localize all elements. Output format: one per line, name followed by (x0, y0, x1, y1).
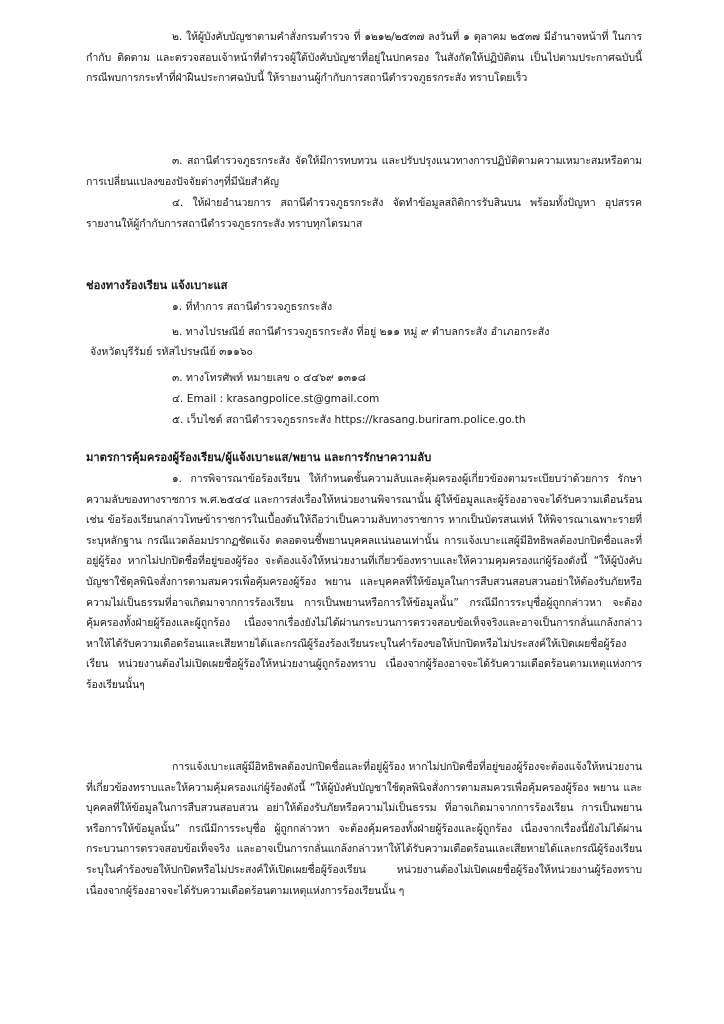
section-heading-protection-measures: มาตรการคุ้มครองผู้ร้องเรียน/ผู้แจ้งเบาะแส/พยาน และการรักษาความลับ (86, 451, 432, 464)
paragraph-text: ๓. สถานีตำรวจภูธรกระสัง จัดให้มีการทบทวน และปรับปรุงแนวทางการปฏิบัติตามความเหมาะสมหรือตามการเปลี่ยนแปลงของปัจจัยต่างๆที่มีนัยสำคัญ (86, 155, 642, 188)
paragraph-text: ๒. ให้ผู้บังคับบัญชาตามคำสั่งกรมตำรวจ ที่ ๑๒๑๒/๒๕๓๗ ลงวันที่ ๑ ตุลาคม ๒๕๓๗ มีอำนาจหน้าที่ ในการกำกับ ติดตาม และตรวจสอบเจ้าหน้าที่ตำรวจผู้ใต้บังคับบัญชาที่อยู่ในปกครอง ในสังกัดให้ปฏิบัติตน เป็นไปตามประกาศฉบับนี้ กรณีพบการกระทำที่ฝ่าฝืนประกาศฉบับนี้ ให้รายงานผู้กำกับการสถานีตำรวจภูธรกระสัง ทราบโดยเร็ว (86, 31, 642, 85)
paragraph-informant-protection (86, 757, 642, 901)
paragraph-text: ๑. การพิจารณาข้อร้องเรียน ให้กำหนดชั้นความลับและคุ้มครองผู้เกี่ยวข้องตามระเบียบว่าด้วยการ รักษาความลับของทางราชการ พ.ศ.๒๕๔๔ และการส่งเรื่องให้หน่วยงานพิจารณานั้น ผู้ให้ข้อมูลและผู้ร้องอาจจะได้รับความเดือนร้อน เช่น ข้อร้องเรียนกล่าวโทษข้าราชการในเบื้องต้นให้ถือว่าเป็นความลับทางราชการ หากเป็นบัตรสนเท่ห์ ให้พิจารณาเฉพาะรายที่ระบุหลักฐาน กรณีแวดล้อมปรากฏชัดแจ้ง ตลอดจนชี้พยานบุคคลแน่นอนเท่านั้น การแจ้งเบาะแสผู้มีอิทธิพลต้องปกปิดชื่อและที่อยู่ผู้ร้อง หากไม่ปกปิดชื่อที่อยู่ของผู้ร้อง จะต้องแจ้งให้หน่วยงานที่เกี่ยวข้องทราบและให้ความคุมครองแก่ผู้ร้องดังนี้ “ให้ผู้บังคับบัญชาใช้ดุลพินิจสั่งการตามสมควรเพื่อคุ้มครองผู้ร้อง พยาน และบุคคลที่ให้ข้อมูลในการสืบสวนสอบสวนอย่าให้ต้องรับภัยหรือความไม่เป็นธรรมที่อาจเกิดมาจากการร้องเรียน การเป็นพยานหรือการให้ข้อมูลนั้น” กรณีมีการระบุชื่อผู้ถูกกล่าวหา จะต้องคุ้มครองทั้งฝ่ายผู้ร้องและผู้ถูกร้อง เนื่องจากเรื่องยังไม่ได้ผ่านกระบวนการตรวจสอบข้อเท็จจริงและอาจเป็นการกลั่นแกล้งกล่าวหาให้ได้รับความเดือดร้อนและเสียหายได้และกรณีผู้ร้องร้องเรียนระบุในคำร้องขอให้ปกปิดหรือไม่ประสงค์ให้เปิดเผยชื่อผู้ร้องเรียน หน่วยงานต้องไม่เปิดเผยชื่อผู้ร้องให้หน่วยงานผู้ถูกร้องทราบ เนื่องจากผู้ร้องอาจจะได้รับความเดือดร้อนตามเหตุแห่งการร้องเรียนนั้นๆ (86, 473, 642, 691)
paragraph-complaint-confidentiality (86, 469, 642, 696)
paragraph-bribery-statistics (86, 193, 642, 234)
channel-email: ๔. Email : krasangpolice.st@gmail.com (172, 393, 380, 405)
paragraph-command-supervision (86, 27, 642, 89)
channel-office: ๑. ที่ทำการ สถานีตำรวจภูธรกระสัง (172, 301, 333, 313)
paragraph-text: ๔. ให้ฝ่ายอำนวยการ สถานีตำรวจภูธรกระสัง จัดทำข้อมูลสถิติการรับสินบน พร้อมทั้งปัญหา อุปสรรค รายงานให้ผู้กำกับการสถานีตำรวจภูธรกระสัง ทราบทุกไตรมาส (86, 197, 642, 230)
channel-post-continued: จังหวัดบุรีรัมย์ รหัสไปรษณีย์ ๓๑๑๖๐ (90, 346, 254, 358)
paragraph-review-guidelines (86, 151, 642, 192)
section-heading-complaint-channels: ช่องทางร้องเรียน แจ้งเบาะแส (86, 279, 228, 292)
channel-post: ๒. ทางไปรษณีย์ สถานีตำรวจภูธรกระสัง ที่อยู่ ๒๑๑ หมู่ ๙ ตำบลกระสัง อำเภอกระสัง (172, 326, 550, 338)
channel-website: ๕. เว็บไซต์ สถานีตำรวจภูธรกระสัง https://krasang.buriram.police.go.th (172, 414, 526, 426)
channel-phone: ๓. ทางโทรศัพท์ หมายเลข ๐ ๔๔๖๙ ๑๓๑๘ (172, 372, 366, 384)
paragraph-text: การแจ้งเบาะแสผู้มีอิทธิพลต้องปกปิดชื่อและที่อยู่ผู้ร้อง หากไม่ปกปิดชื่อที่อยู่ของผู้ร้องจะต้องแจ้งให้หน่วยงานที่เกี่ยวข้องทราบและให้ความคุ้มครองแก่ผู้ร้องดังนี้ “ให้ผู้บังคับบัญชาใช้ดุลพินิจสั่งการตามสมควรเพื่อคุ้มครองผู้ร้อง พยาน และบุคคลที่ให้ข้อมูลในการสืบสวนสอบสวน อย่าให้ต้องรับภัยหรือความไม่เป็นธรรม ที่อาจเกิดมาจากการร้องเรียน การเป็นพยานหรือการให้ข้อมูลนั้น” กรณีมีการระบุชื่อ ผู้ถูกกล่าวหา จะต้องคุ้มครองทั้งฝ่ายผู้ร้องและผู้ถูกร้อง เนื่องจากเรื่องนี้ยังไม่ได้ผ่านกระบวนการตรวจสอบข้อเท็จจริง และอาจเป็นการกลั่นแกล้งกล่าวหาให้ได้รับความเดือดร้อนและเสียหายได้และกรณีผู้ร้องเรียนระบุในคำร้องขอให้ปกปิดหรือไม่ประสงค์ให้เปิดเผยชื่อผู้ร้องเรียน หน่วยงานต้องไม่เปิดเผยชื่อผู้ร้องให้หน่วยงานผู้ร้องทราบ เนื่องจากผู้ร้องอาจจะได้รับความเดือดร้อนตามเหตุแห่งการร้องเรียนนั้น ๆ (86, 761, 642, 897)
